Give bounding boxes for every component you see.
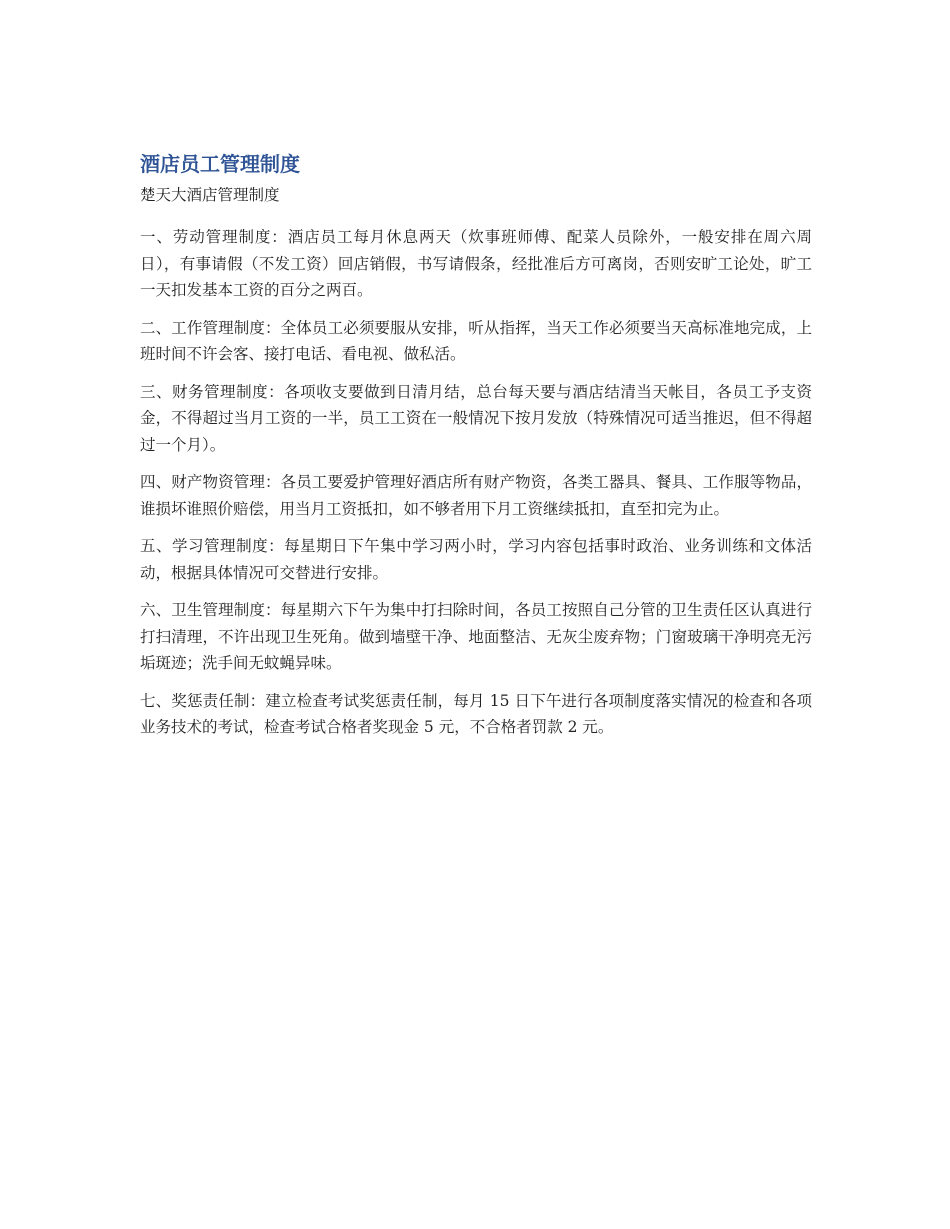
document-title: 酒店员工管理制度 — [140, 152, 300, 176]
section-labor-management: 一、劳动管理制度：酒店员工每月休息两天（炊事班师傅、配菜人员除外，一般安排在周六周日），有事请假（不发工资）回店销假，书写请假条，经批准后方可离岗，否则安旷工论处，旷工一天扣发基本工资的百分之两百。 — [140, 228, 812, 299]
section-reward-penalty: 七、奖惩责任制：建立检查考试奖惩责任制，每月 15 日下午进行各项制度落实情况的检查和各项业务技术的考试，检查考试合格者奖现金 5 元，不合格者罚款 2 元。 — [140, 691, 812, 736]
section-finance-management: 三、财务管理制度：各项收支要做到日清月结，总台每天要与酒店结清当天帐目，各员工予支资金，不得超过当月工资的一半，员工工资在一般情况下按月发放（特殊情况可适当推迟，但不得超过一个月）。 — [140, 382, 812, 454]
section-study-management: 五、学习管理制度：每星期日下午集中学习两小时，学习内容包括事时政治、业务训练和文体活动，根据具体情况可交替进行安排。 — [140, 537, 812, 582]
section-hygiene-management: 六、卫生管理制度：每星期六下午为集中打扫除时间，各员工按照自己分管的卫生责任区认真进行打扫清理，不许出现卫生死角。做到墙壁干净、地面整洁、无灰尘废弃物；门窗玻璃干净明亮无污垢斑迹；洗手间无蚊蝇异味。 — [140, 601, 812, 672]
section-work-management: 二、工作管理制度：全体员工必须要服从安排，听从指挥，当天工作必须要当天高标准地完成，上班时间不许会客、接打电话、看电视、做私活。 — [140, 318, 812, 363]
section-list — [140, 224, 812, 741]
document-subtitle: 楚天大酒店管理制度 — [140, 186, 280, 204]
section-property-management: 四、财产物资管理：各员工要爱护管理好酒店所有财产物资，各类工器具、餐具、工作服等物品，谁损坏谁照价赔偿，用当月工资抵扣，如不够者用下月工资继续抵扣，直至扣完为止。 — [140, 473, 812, 518]
document-content — [140, 148, 812, 752]
